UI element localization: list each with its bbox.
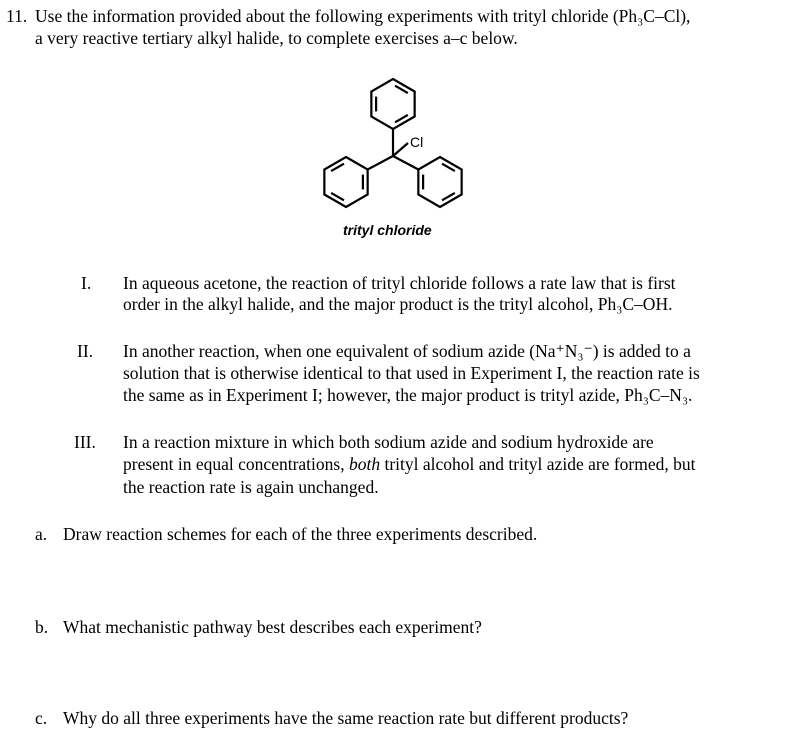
exercise-letter: b. <box>35 617 49 637</box>
exercise-b-text: What mechanistic pathway best describes each experiment? <box>63 617 482 637</box>
benzene-ring <box>371 79 414 129</box>
trityl-chloride-structure <box>0 0 786 260</box>
benzene-ring <box>418 157 461 207</box>
experiment-text: In another reaction, when one equivalent of sodium azide (Na⁺N₃⁻) is added to a <box>123 341 691 361</box>
structure-caption: trityl chloride <box>343 222 432 238</box>
experiment-numeral: I. <box>81 273 92 293</box>
bond <box>393 156 418 170</box>
experiment-text: In a reaction mixture in which both sodium azide and sodium hydroxide are <box>123 432 654 452</box>
cl-label: Cl <box>410 134 424 150</box>
benzene-ring <box>324 157 367 207</box>
experiment-text: the reaction rate is again unchanged. <box>123 477 379 497</box>
intro-line-2: a very reactive tertiary alkyl halide, to complete exercises a–c below. <box>35 28 518 48</box>
experiment-text: present in equal concentrations, both trityl alcohol and trityl azide are formed, but <box>123 454 696 474</box>
experiment-numeral: III. <box>74 432 96 452</box>
c-cl-bond <box>393 143 408 156</box>
question-number: 11. <box>6 6 28 26</box>
exercise-letter: a. <box>35 524 48 544</box>
exercise-c-text: Why do all three experiments have the same reaction rate but different products? <box>63 708 629 728</box>
bond <box>368 156 393 170</box>
exercise-a-text: Draw reaction schemes for each of the three experiments described. <box>63 524 538 544</box>
experiment-text: the same as in Experiment I; however, the major product is trityl azide, Ph₃C–N₃. <box>123 385 693 405</box>
exercise-letter: c. <box>35 708 48 728</box>
experiment-text: solution that is otherwise identical to that used in Experiment I, the reaction rate is <box>123 363 700 383</box>
experiment-text: order in the alkyl halide, and the major product is the trityl alcohol, Ph₃C–OH. <box>123 294 673 314</box>
experiment-numeral: II. <box>77 341 94 361</box>
intro-line-1: Use the information provided about the following experiments with trityl chloride (Ph₃C–Cl), <box>35 6 691 26</box>
experiment-text: In aqueous acetone, the reaction of trityl chloride follows a rate law that is first <box>123 273 676 293</box>
